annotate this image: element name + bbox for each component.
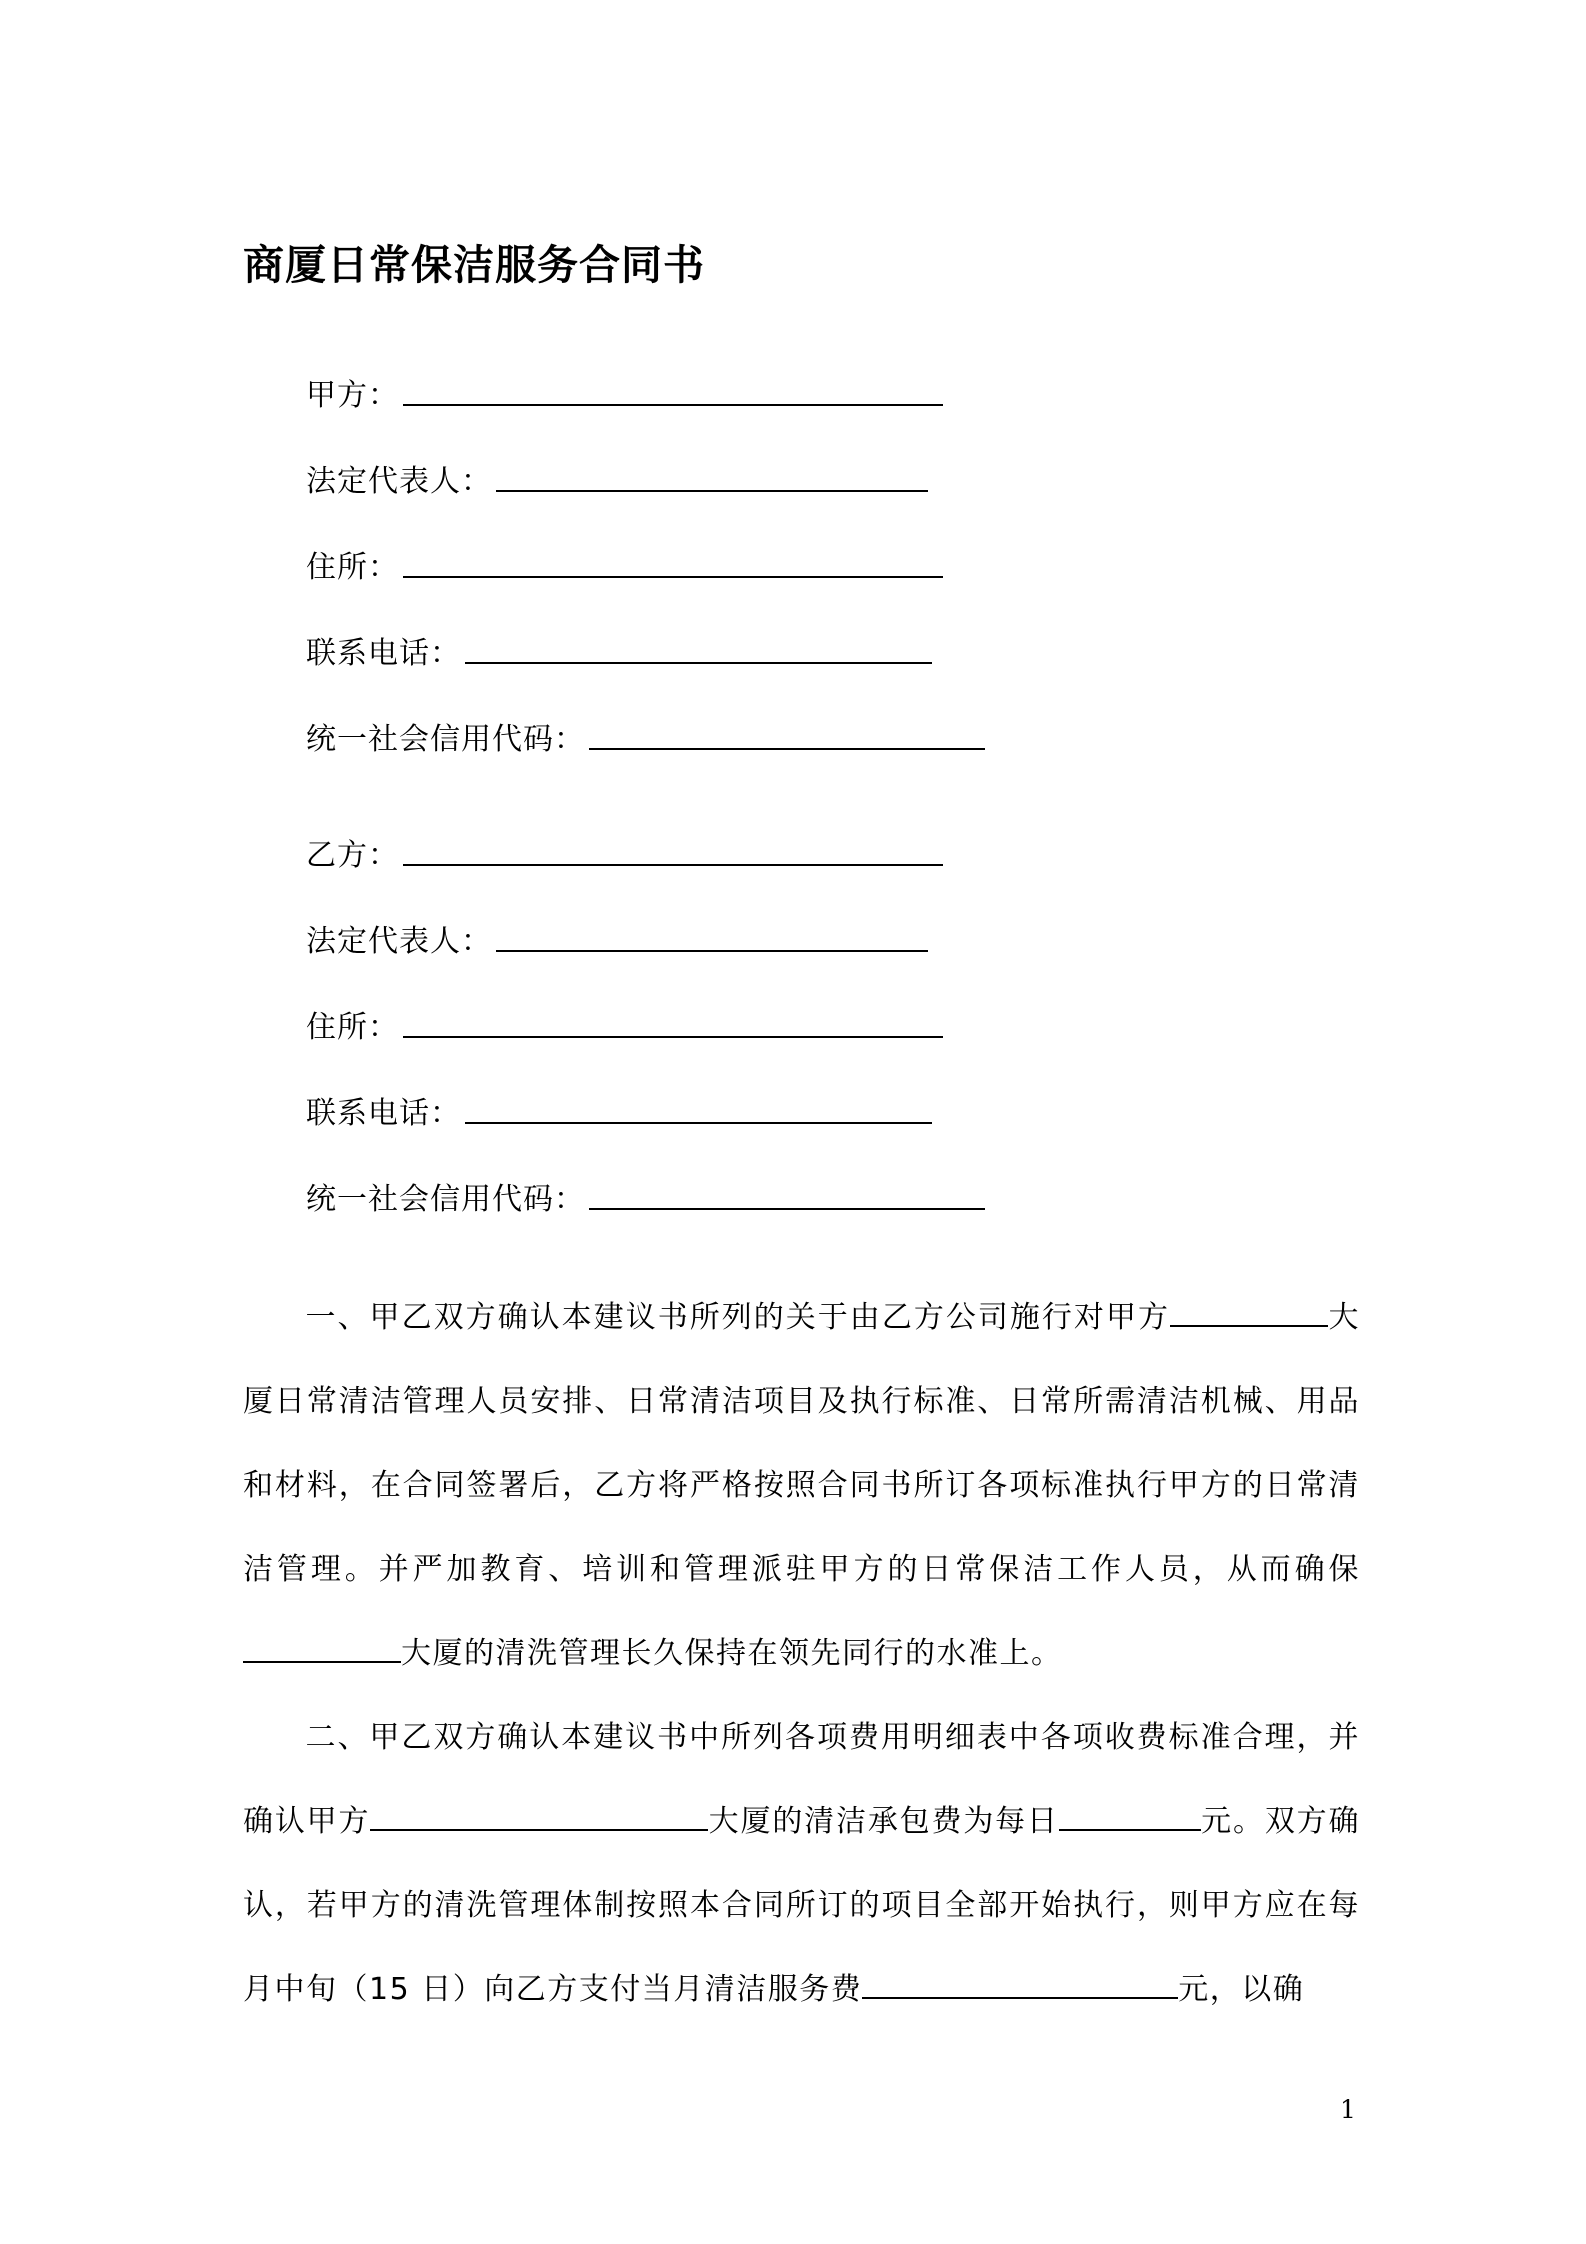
party-a-credit-code-blank: [589, 747, 985, 750]
party-a-credit-code-field: [306, 706, 985, 758]
party-b-name-label: 乙方：: [306, 838, 399, 873]
clause-2-text-4: 元，以确: [1178, 1972, 1305, 2007]
document-title: 商厦日常保洁服务合同书: [243, 241, 705, 289]
party-a-name-field: [306, 362, 943, 414]
clause-2-paragraph: [243, 1696, 1360, 2032]
party-b-phone-field: [306, 1080, 932, 1132]
clause-2-text-1: 二、甲乙双方确认本建议书中所列各项费用明细表中各项收费标准合理，并确认甲方: [243, 1720, 1360, 1839]
clause-1-text-1: 一、甲乙双方确认本建议书所列的关于由乙方公司施行对甲方: [305, 1300, 1170, 1335]
clause-1-blank-1: [1170, 1324, 1328, 1327]
party-b-name-blank: [403, 863, 943, 866]
party-a-rep-label: 法定代表人：: [306, 464, 492, 499]
clause-2-text-3: 元。双方确认，若甲方的清洗管理体制按照本合同所订的项目全部开始执行，则甲方应在每月中旬（15 日）向乙方支付当月清洁服务费: [243, 1804, 1361, 2007]
party-b-phone-blank: [465, 1121, 932, 1124]
party-b-rep-blank: [496, 949, 928, 952]
party-a-phone-label: 联系电话：: [306, 636, 461, 671]
party-b-credit-code-field: [306, 1166, 985, 1218]
clause-2-text-2: 大厦的清洁承包费为每日: [708, 1804, 1059, 1839]
clause-2-blank-1: [370, 1828, 708, 1831]
party-a-address-blank: [403, 575, 943, 578]
clause-2-blank-3: [862, 1996, 1178, 1999]
party-a-rep-field: [306, 448, 928, 500]
party-b-name-field: [306, 822, 943, 874]
party-b-credit-code-label: 统一社会信用代码：: [306, 1182, 585, 1217]
party-b-rep-label: 法定代表人：: [306, 924, 492, 959]
page-number: 1: [1340, 2095, 1356, 2124]
party-a-address-label: 住所：: [306, 550, 399, 585]
party-a-rep-blank: [496, 489, 928, 492]
party-a-phone-blank: [465, 661, 932, 664]
clause-2-blank-2: [1059, 1828, 1201, 1831]
party-b-credit-code-blank: [589, 1207, 985, 1210]
clause-1-paragraph: [243, 1276, 1360, 1696]
party-b-address-label: 住所：: [306, 1010, 399, 1045]
party-a-credit-code-label: 统一社会信用代码：: [306, 722, 585, 757]
party-a-phone-field: [306, 620, 932, 672]
party-a-address-field: [306, 534, 943, 586]
clause-1-text-2: 大厦日常清洁管理人员安排、日常清洁项目及执行标准、日常所需清洁机械、用品和材料，在合同签署后，乙方将严格按照合同书所订各项标准执行甲方的日常清洁管理。并严加教育、培训和管理派驻甲方的日常保洁工作人员，从而确保: [243, 1300, 1361, 1587]
party-b-address-field: [306, 994, 943, 1046]
party-b-rep-field: [306, 908, 928, 960]
party-b-address-blank: [403, 1035, 943, 1038]
clause-1-blank-2: [243, 1660, 401, 1663]
clause-1-text-3: 大厦的清洗管理长久保持在领先同行的水准上。: [401, 1636, 1063, 1671]
party-a-name-blank: [403, 403, 943, 406]
party-b-phone-label: 联系电话：: [306, 1096, 461, 1131]
party-a-name-label: 甲方：: [306, 378, 399, 413]
